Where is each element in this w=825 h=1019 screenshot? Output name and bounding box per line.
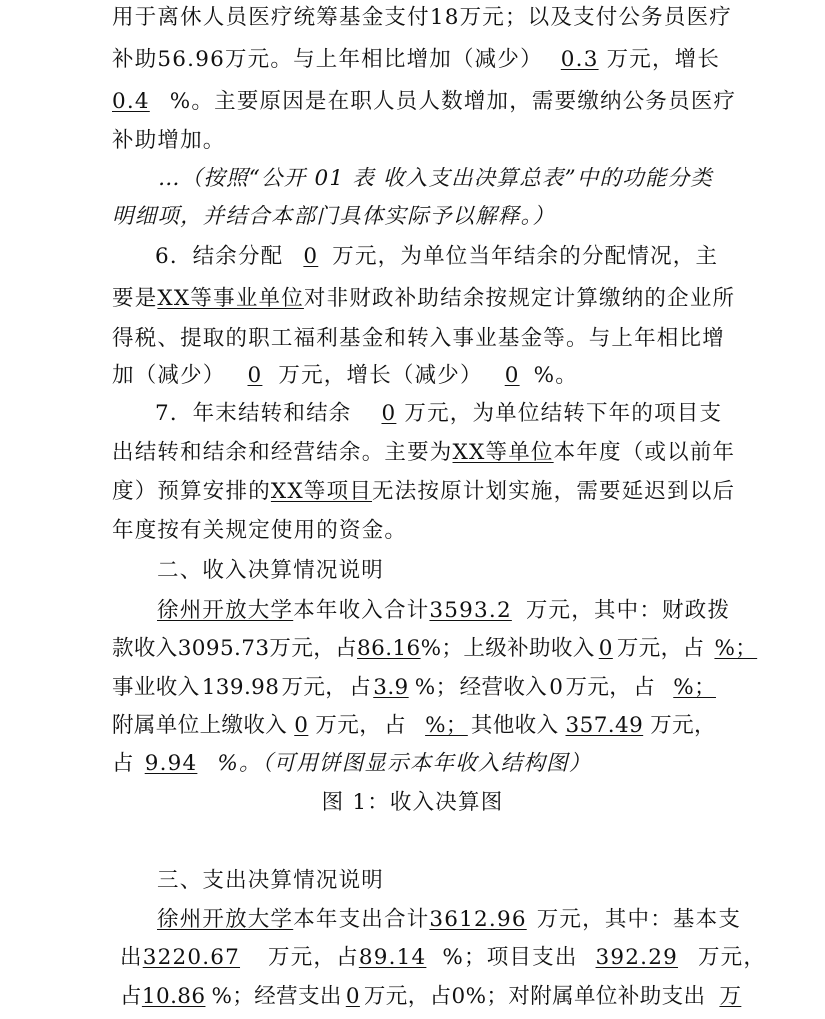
paragraph-line — [112, 438, 736, 468]
text-segment: 占 — [112, 751, 135, 776]
paragraph-line — [112, 749, 716, 779]
text-segment: 占 — [384, 713, 407, 738]
filled-value: 0.3 — [560, 47, 599, 72]
text-segment: 6．结余分配 — [155, 244, 284, 269]
filled-value: 0 — [294, 713, 309, 738]
text-segment: 万 — [719, 984, 742, 1009]
section-heading — [157, 556, 761, 586]
text-segment: …（按照“公开 — [158, 166, 307, 191]
paragraph-line — [157, 596, 731, 626]
text-segment: 要是 — [112, 286, 158, 311]
text-segment: 万元，占 — [363, 984, 452, 1009]
heading-text: 二、收入决算情况说明 — [157, 558, 385, 583]
filled-value: 3.9 — [373, 675, 409, 700]
text-segment: 万元，为单位结转下年的项目支 — [404, 401, 723, 426]
text-segment: 经营收入 — [459, 675, 548, 700]
filled-value: 0 — [345, 984, 360, 1009]
text-segment: %。 — [533, 363, 578, 388]
text-segment: 万元；以及支付公务员医疗 — [459, 5, 732, 30]
paragraph-line — [112, 324, 725, 354]
paragraph-line — [112, 284, 736, 314]
text-segment: 用于离休人员医疗统筹基金支付 — [112, 5, 430, 30]
paragraph-line — [120, 982, 742, 1012]
amount-value: 139.98 — [201, 675, 280, 700]
text-segment: 万元， — [281, 675, 348, 700]
filled-value: 0 — [303, 244, 319, 269]
text-segment: %； — [414, 675, 458, 700]
paragraph-line — [112, 516, 716, 546]
text-segment: 万元，其中：基本支 — [536, 907, 742, 932]
paragraph-line — [155, 242, 719, 272]
filled-value: 86.16 — [357, 636, 421, 661]
text-segment: 0%；对附属单位补助支出 — [451, 984, 706, 1009]
paragraph-line — [112, 361, 582, 391]
text-segment: 万元，占 — [616, 636, 705, 661]
text-segment: 出结转和结余和经营结余。主要为 — [112, 440, 453, 465]
paragraph-line — [112, 673, 716, 703]
paragraph-line — [112, 477, 736, 507]
text-segment: %。（可用饼图显示本年收入结构图） — [217, 751, 592, 776]
figure-caption — [0, 788, 825, 818]
filled-value: 0 — [247, 363, 263, 388]
unit-name: XX等单位 — [452, 440, 554, 465]
filled-value: 357.49 — [565, 713, 644, 738]
text-segment: 年度按有关规定使用的资金。 — [112, 518, 408, 543]
text-segment: 万元，为单位当年结余的分配情况，主 — [332, 244, 719, 269]
text-segment: 万元， — [697, 945, 767, 970]
unit-name: XX等事业单位 — [157, 286, 304, 311]
unit-name: 徐州开放大学 — [157, 907, 294, 932]
filled-value: 89.14 — [358, 945, 427, 970]
text-segment: %； — [673, 675, 716, 700]
text-segment: 无法按原计划实施，需要延迟到以后 — [372, 479, 736, 504]
text-segment: 万元， — [565, 675, 632, 700]
section-heading — [157, 866, 761, 896]
paragraph-line — [112, 45, 721, 75]
paragraph-line — [155, 399, 723, 429]
text-segment: %； — [714, 636, 758, 661]
text-segment: 万元，占 — [269, 636, 358, 661]
text-segment: 事业收入 — [112, 675, 200, 700]
text-segment: 加（减少） — [112, 363, 226, 388]
filled-value: 3593.2 — [429, 598, 512, 623]
text-segment: 万元， — [650, 713, 716, 738]
text-segment: 万元，其中：财政拨 — [525, 598, 731, 623]
text-segment: 本年支出合计 — [293, 907, 430, 932]
text-segment: 本年收入合计 — [293, 598, 430, 623]
text-segment: 万元， — [315, 713, 382, 738]
text-segment: 01 — [314, 166, 345, 191]
italic-note-line — [112, 202, 716, 232]
heading-text: 三、支出决算情况说明 — [157, 868, 385, 893]
text-segment: 款收入 — [112, 636, 178, 661]
text-segment: 收入支出决算总表”中的功能分类 — [383, 166, 714, 191]
text-segment: 万元，增长 — [606, 47, 721, 72]
filled-value: 0 — [381, 401, 397, 426]
amount-value: 3095.73 — [177, 636, 270, 661]
project-name: XX等项目 — [270, 479, 373, 504]
text-segment: 本年度（或以前年 — [553, 440, 736, 465]
unit-name: 徐州开放大学 — [157, 598, 294, 623]
text-segment: 补助 — [112, 47, 158, 72]
amount-value: 0 — [549, 675, 564, 700]
text-segment: 得税、提取的职工福利基金和转入事业基金等。与上年相比增 — [112, 326, 725, 351]
text-segment: 占 — [120, 984, 142, 1009]
paragraph-line — [112, 711, 716, 741]
text-segment: %。主要原因是在职人员人数增加，需要缴纳公务员医疗 — [169, 89, 737, 114]
filled-value: 3612.96 — [429, 907, 527, 932]
text-segment: 对非财政补助结余按规定计算缴纳的企业所 — [303, 286, 736, 311]
paragraph-line — [112, 3, 732, 33]
text-segment: 表 — [352, 166, 375, 191]
paragraph-line — [112, 87, 737, 117]
text-segment: %；经营支出 — [211, 984, 342, 1009]
filled-value: 0.4 — [112, 89, 150, 114]
text-segment: 补助增加。 — [112, 128, 226, 153]
filled-value: 9.94 — [144, 751, 198, 776]
text-segment: 万元。与上年相比增加（减少） — [224, 47, 543, 72]
text-segment: %；项目支出 — [442, 945, 578, 970]
text-segment: 万元，占 — [268, 945, 359, 970]
filled-value: 392.29 — [595, 945, 678, 970]
paragraph-line — [112, 634, 758, 664]
amount-value: 18 — [429, 5, 460, 30]
text-segment: 图 — [321, 790, 345, 815]
paragraph-line — [157, 905, 742, 935]
text-segment: 万元，增长（减少） — [278, 363, 483, 388]
text-segment: 其他收入 — [470, 713, 559, 738]
amount-value: 56.96 — [157, 47, 225, 72]
paragraph-line — [112, 126, 716, 156]
text-segment: 占 — [349, 675, 372, 700]
filled-value: 3220.67 — [142, 945, 241, 970]
filled-value: 10.86 — [141, 984, 206, 1009]
text-segment: %；上级补助收入 — [420, 636, 595, 661]
text-segment: 附属单位上缴收入 — [112, 713, 288, 738]
filled-value: 0 — [598, 636, 613, 661]
text-segment: %； — [425, 713, 468, 738]
text-segment: 7．年末结转和结余 — [155, 401, 352, 426]
text-segment: 出 — [120, 945, 143, 970]
text-segment: 明细项，并结合本部门具体实际予以解释。） — [112, 204, 556, 229]
filled-value: 0 — [504, 363, 520, 388]
paragraph-line — [120, 943, 767, 973]
text-segment: 占 — [633, 675, 656, 700]
text-segment: 度）预算安排的 — [112, 479, 271, 504]
italic-note-line — [158, 164, 716, 194]
text-segment: 1：收入决算图 — [352, 790, 504, 815]
